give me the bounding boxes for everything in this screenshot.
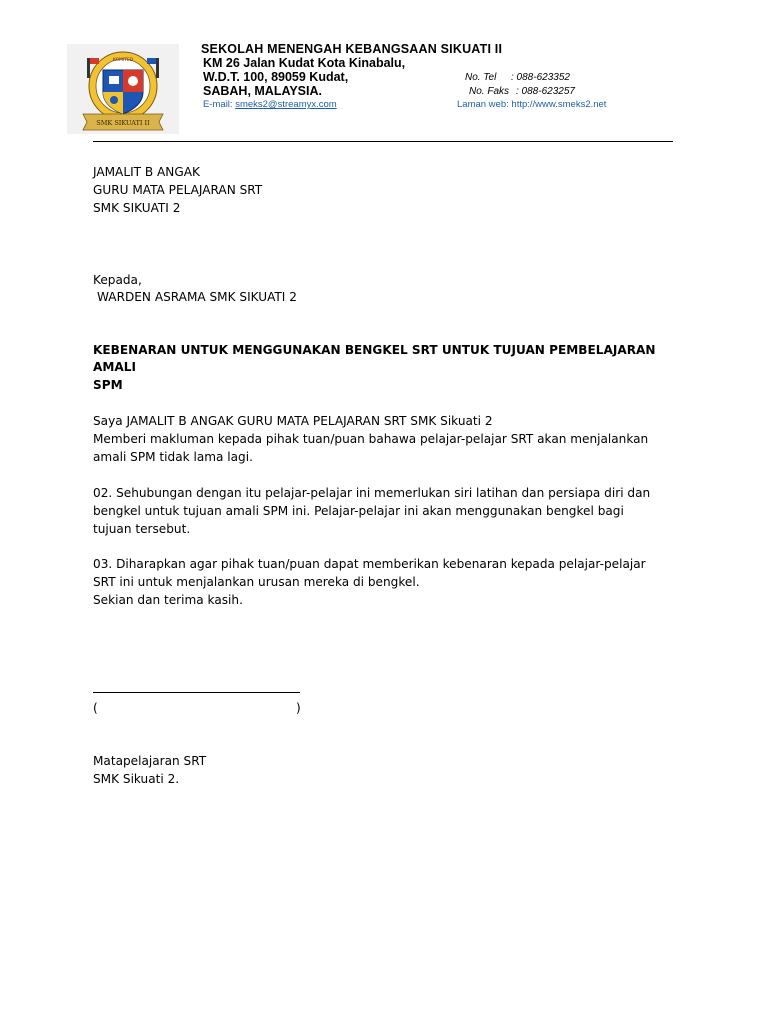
web-line [457, 99, 606, 110]
address-line-2: W.D.T. 100, 89059 Kudat, [203, 70, 349, 84]
fax-value: : 088-623257 [516, 86, 575, 97]
body-p3-line-1: 03. Diharapkan agar pihak tuan/puan dapat memberikan kebenaran kepada pelajar-pelajar [93, 557, 646, 571]
signature-open-paren: ( [93, 701, 98, 715]
body-p2-line-2: bengkel untuk tujuan amali SPM ini. Pelajar-pelajar ini akan menggunakan bengkel bagi [93, 504, 624, 518]
email-line [203, 99, 337, 110]
subject-line-2: AMALI [93, 360, 136, 374]
tel-value: : 088-623352 [511, 72, 570, 83]
salutation: Kepada, [93, 273, 142, 287]
svg-text:KOMITED: KOMITED [112, 58, 134, 63]
signature-line [93, 692, 300, 693]
body-p1-line-2: Memberi makluman kepada pihak tuan/puan bahawa pelajar-pelajar SRT akan menjalankan [93, 432, 649, 446]
letterhead-divider [93, 141, 673, 142]
body-p2-line-3: tujuan tersebut. [93, 522, 191, 536]
email-label: E-mail: [203, 99, 233, 110]
closing: Sekian dan terima kasih. [93, 593, 243, 607]
fax-label: No. Faks [469, 86, 510, 97]
email-link[interactable]: smeks2@streamyx.com [235, 99, 337, 110]
address-line-3: SABAH, MALAYSIA. [203, 84, 322, 98]
sender-school: SMK SIKUATI 2 [93, 201, 181, 215]
sender-name: JAMALIT B ANGAK [93, 165, 200, 179]
footer-school: SMK Sikuati 2. [93, 772, 180, 786]
web-label: Laman web: [457, 99, 509, 110]
subject-line-3: SPM [93, 378, 123, 392]
subject-line-1: KEBENARAN UNTUK MENGGUNAKAN BENGKEL SRT UNTUK TUJUAN PEMBELAJARAN [93, 343, 656, 357]
sender-position: GURU MATA PELAJARAN SRT [93, 183, 263, 197]
body-p1-line-1: Saya JAMALIT B ANGAK GURU MATA PELAJARAN SRT SMK Sikuati 2 [93, 414, 493, 428]
signature-close-paren: ) [296, 701, 301, 715]
address-line-1: KM 26 Jalan Kudat Kota Kinabalu, [203, 56, 406, 70]
svg-text:SMK SIKUATI II: SMK SIKUATI II [96, 119, 150, 127]
school-logo [67, 44, 179, 134]
recipient-name: WARDEN ASRAMA SMK SIKUATI 2 [97, 290, 297, 304]
body-p1-line-3: amali SPM tidak lama lagi. [93, 450, 253, 464]
body-p2-line-1: 02. Sehubungan dengan itu pelajar-pelajar ini memerlukan siri latihan dan persiapa diri dan [93, 486, 651, 500]
footer-subject: Matapelajaran SRT [93, 754, 207, 768]
school-name: SEKOLAH MENENGAH KEBANGSAAN SIKUATI II [201, 42, 503, 56]
tel-label: No. Tel [465, 72, 497, 83]
school-crest-icon [67, 44, 179, 134]
web-link[interactable]: http://www.smeks2.net [511, 99, 607, 110]
body-p3-line-2: SRT ini untuk menjalankan urusan mereka di bengkel. [93, 575, 420, 589]
